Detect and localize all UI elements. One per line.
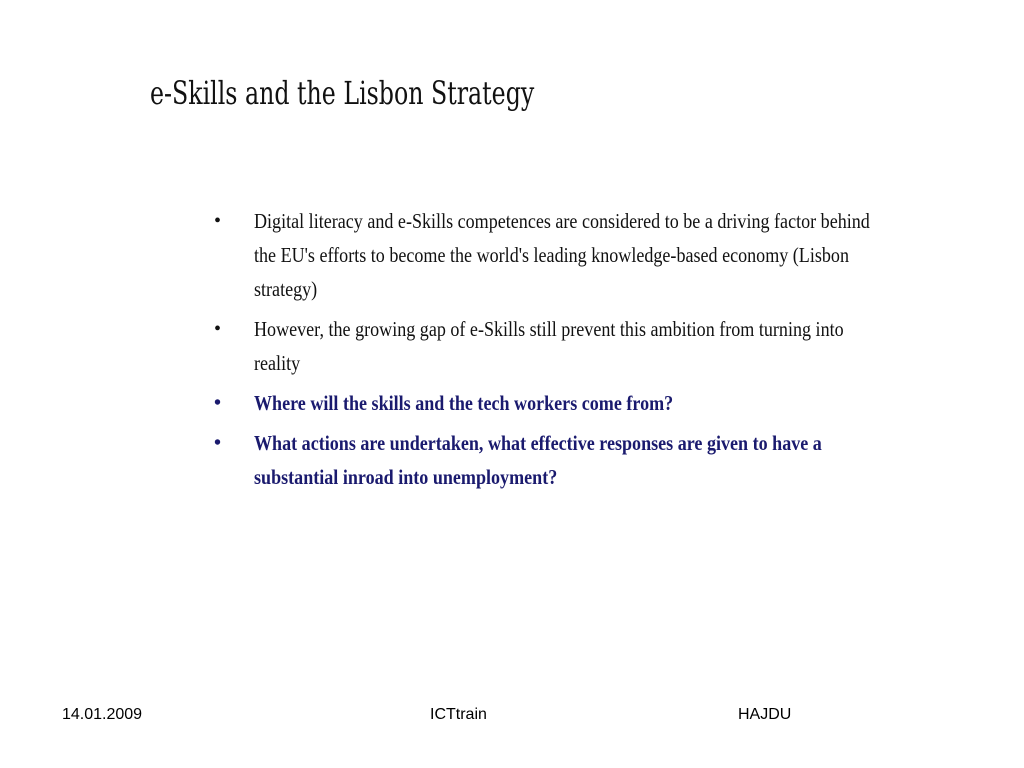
slide-title: e-Skills and the Lisbon Strategy <box>150 74 535 112</box>
footer-author: HAJDU <box>738 706 792 723</box>
bullet-item-emphasis <box>214 386 974 420</box>
bullet-marker: • <box>214 210 222 232</box>
bullet-item <box>214 312 974 380</box>
bullet-text: However, the growing gap of e-Skills still prevent this ambition from turning into reality <box>254 317 844 375</box>
footer-date: 14.01.2009 <box>62 706 143 723</box>
bullet-marker: • <box>214 318 222 340</box>
bullet-marker: • <box>214 432 222 454</box>
bullet-item-emphasis <box>214 426 974 494</box>
bullet-text: Where will the skills and the tech workers come from? <box>254 391 674 415</box>
bullet-item <box>214 204 974 306</box>
bullet-text: Digital literacy and e-Skills competences are considered to be a driving factor behind the EU's efforts to become the world's leading knowledge-based economy (Lisbon strategy) <box>254 209 870 301</box>
bullet-text: What actions are undertaken, what effective responses are given to have a substantial inroad into unemployment? <box>254 431 822 489</box>
bullet-marker: • <box>214 392 222 414</box>
bullet-list <box>214 204 974 500</box>
footer-event: ICTtrain <box>430 706 487 723</box>
